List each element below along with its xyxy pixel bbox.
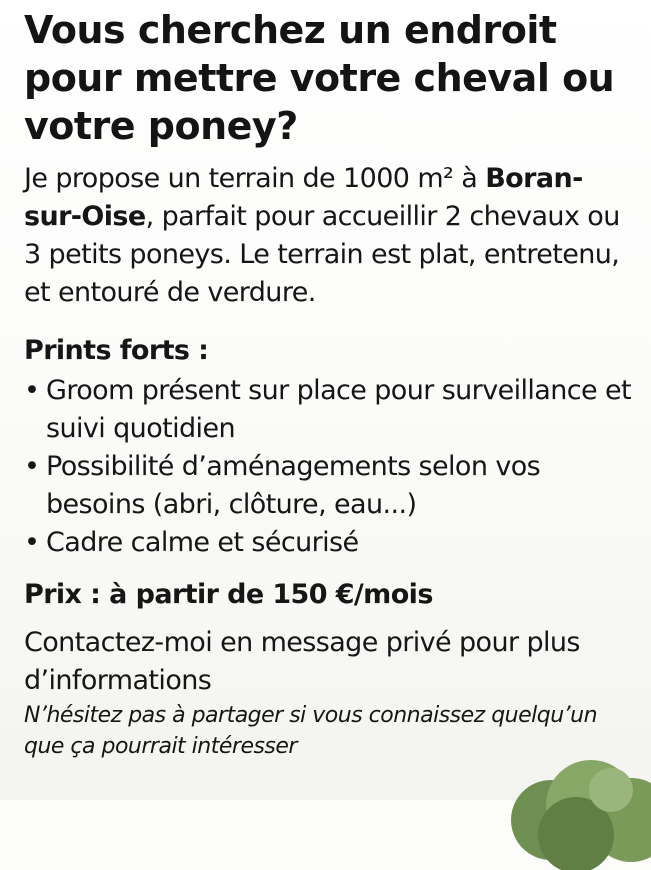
list-item [24,524,636,562]
list-item [24,372,636,448]
price-line: Prix : à partir de 150 €/mois [24,579,433,610]
strengths-list [24,372,636,562]
bullet-icon: • [24,451,40,482]
contact-line: Contactez-moi en message privé pour plus d’informations [24,627,580,696]
strengths-heading: Prints forts : [24,335,209,366]
intro-paragraph [24,160,636,312]
post-title: Vous cherchez un endroit pour mettre votre cheval ou votre poney? [24,8,615,148]
intro-text-end: , parfait pour accueillir 2 chevaux ou 3 petits poneys. Le terrain est plat, entretenu, et entouré de verdure. [24,201,620,308]
bullet-icon: • [24,527,40,558]
list-item-text: Cadre calme et sécurisé [46,527,359,558]
list-item-text: Possibilité d’aménagements selon vos besoins (abri, clôture, eau...) [46,451,541,520]
list-item-text: Groom présent sur place pour surveillance et suivi quotidien [46,375,631,444]
location-name: Boran-sur-Oise [24,163,583,232]
list-item [24,448,636,524]
share-note: N’hésitez pas à partager si vous connaissez quelqu’un que ça pourrait intéresser [24,703,598,759]
ad-post [24,6,636,762]
intro-text-start: Je propose un terrain de 1000 m² à [24,163,486,194]
tree-foliage-image [481,750,651,870]
bullet-icon: • [24,375,40,406]
